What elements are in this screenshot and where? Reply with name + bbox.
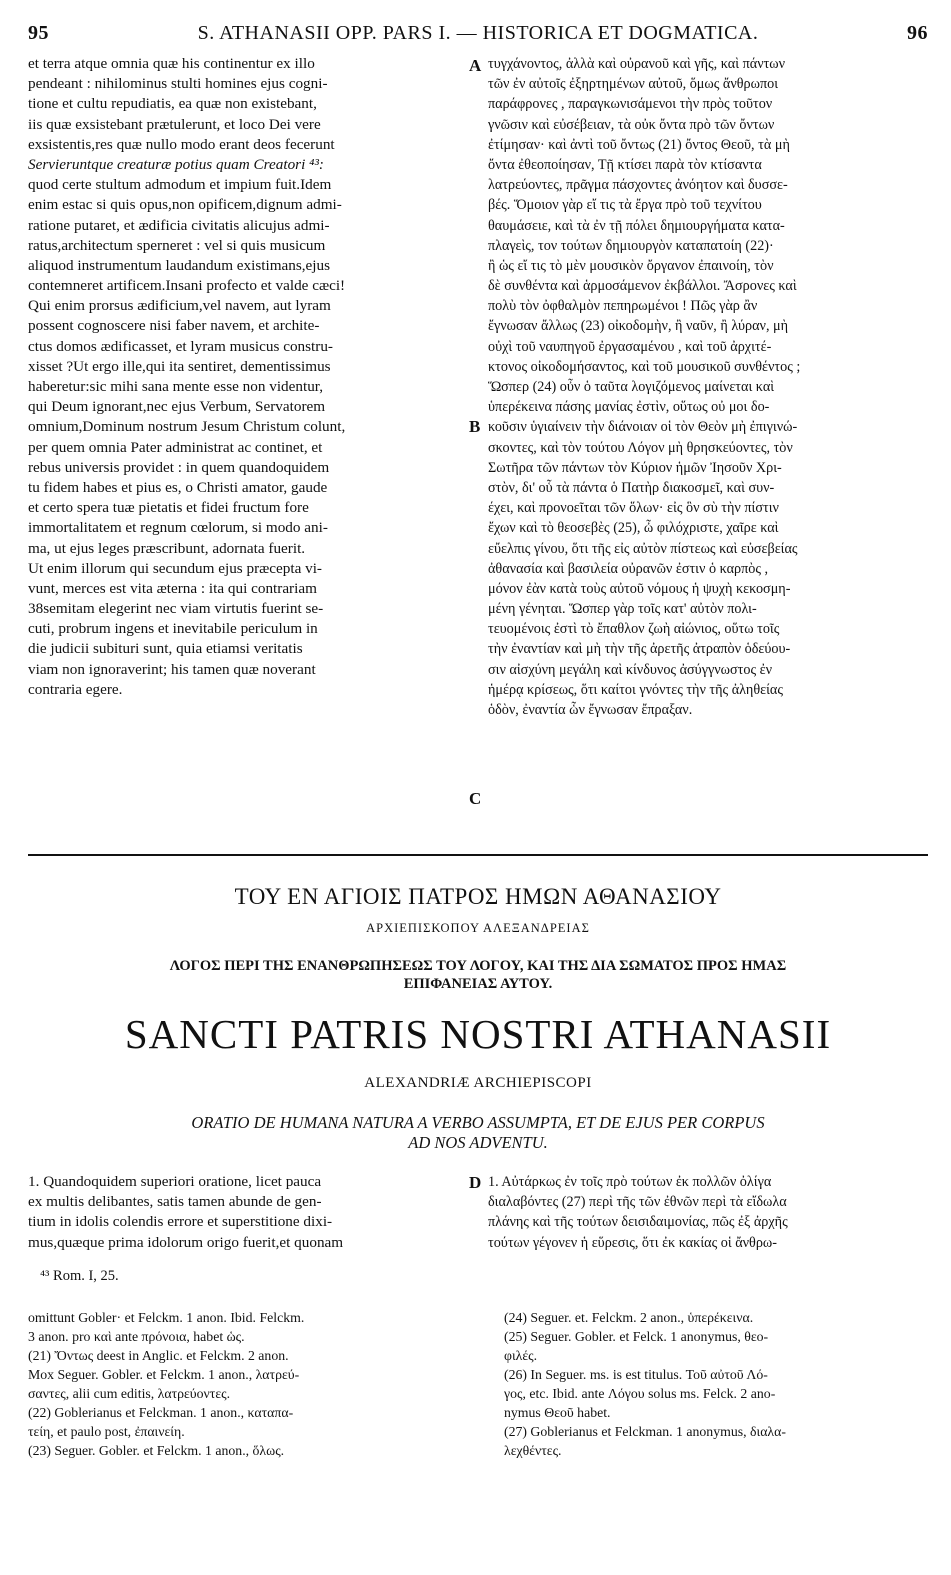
- latin-text-line: per quem omnia Pater administrat ac continet, et: [28, 438, 323, 456]
- latin-oration-title: [28, 1113, 928, 1153]
- latin-text-line: ctus domos ædificasset, et lyram musicus constru-: [28, 337, 333, 355]
- greek-text-line: μόνον ἐὰν κατὰ τοὺς αὐτοῦ νόμους ἡ ψυχὴ κεκοσμη-: [488, 580, 791, 597]
- latin-oration-line-1: ORATIO DE HUMANA NATURA A VERBO ASSUMPTA, ET DE EJUS PER CORPUS: [191, 1113, 765, 1132]
- margin-letter-a: A: [469, 56, 482, 75]
- latin-text-line: Servieruntque creaturæ potius quam Creatori ⁴³:: [28, 155, 324, 173]
- greek-text-line: ἔχων καὶ τὸ θεοσεβὲς (25), ὦ φιλόχριστε, χαῖρε καὶ: [488, 520, 779, 537]
- greek-column-top: [488, 54, 934, 720]
- note-line: φιλές.: [504, 1348, 538, 1363]
- greek-text-line: εὔελπις γίνου, ὅτι τῆς εἰς αὐτὸν πίστεως καὶ εὐσεβείας: [488, 540, 798, 557]
- greek-text-line: κτονος οἰκοδομήσαντος, καὶ τοῦ μουσικοῦ συνθέντος ;: [488, 358, 801, 375]
- latin-text-line: mus,quæque prima idolorum origo fuerit,et quonam: [28, 1233, 344, 1251]
- note-line: (23) Seguer. Gobler. et Felckm. 1 anon., ὅλως.: [28, 1443, 285, 1458]
- greek-text-line: διαλαβόντες (27) περὶ τῆς τῶν ἐθνῶν περὶ τὰ εἴδωλα: [488, 1194, 787, 1211]
- greek-text-line: ἢ ὡς εἴ τις τὸ μὲν μουσικὸν ὄργανον ἐπαινοίη, τὸν: [488, 257, 774, 274]
- greek-text-line: ἀθανασία καὶ βασιλεία οὐρανῶν ἐστιν ὁ καρπὸς ,: [488, 560, 769, 577]
- latin-text-line: rebus universis providet : in quem quandoquidem: [28, 458, 330, 476]
- note-line: nymus Θεοῦ habet.: [504, 1405, 611, 1420]
- greek-text-line: σκοντες, καὶ τὸν τούτου Λόγον μὴ θρησκεύοντες, τὸν: [488, 439, 793, 456]
- latin-text-line: 1. Quandoquidem superiori oratione, licet pauca: [28, 1173, 322, 1190]
- page-number-right: 96: [907, 22, 928, 44]
- greek-text-line: βές. Ὅμοιον γὰρ εἴ τις τὰ ἔργα πρὸ τοῦ τεχνίτου: [488, 197, 762, 214]
- latin-text-line: 38semitam elegerint nec viam virtutis fuerint se-: [28, 600, 324, 618]
- greek-oration-line-2: ΕΠΙΦΑΝΕΙΑΣ ΑΥΤΟΥ.: [403, 976, 553, 992]
- note-line: (25) Seguer. Gobler. et Felck. 1 anonymus, θεο-: [504, 1329, 769, 1344]
- greek-text-line: ὑπερέκεινα πάσης μανίας ἐστὶν, οὕτως οὐ μοι δο-: [488, 399, 770, 416]
- greek-column-bottom: [488, 1172, 934, 1253]
- note-line: (22) Goblerianus et Felckman. 1 anon., καταπα-: [28, 1405, 294, 1420]
- latin-oration-line-2: AD NOS ADVENTU.: [408, 1133, 548, 1152]
- latin-text-line: Qui enim prorsus ædificium,vel navem, aut lyram: [28, 297, 331, 315]
- note-line: λεχθέντες.: [504, 1443, 562, 1458]
- latin-column-bottom: [28, 1172, 464, 1253]
- greek-text-line: γνῶσιν καὶ εὐσέβειαν, τὰ οὐκ ὄντα πρὸ τῶν ὄντων: [488, 116, 775, 133]
- margin-letter-b: B: [469, 417, 481, 436]
- greek-text-line: ἔγνωσαν ἄλλως (23) οἰκοδομὴν, ἢ ναῦν, ἢ λύραν, μὴ: [488, 318, 789, 335]
- page-number-left: 95: [28, 22, 49, 44]
- latin-text-line: possent cognoscere nisi faber navem, et archite-: [28, 317, 320, 335]
- section-divider: [28, 854, 928, 856]
- greek-text-line: κοῦσιν ὑγιαίνειν τὴν διάνοιαν οἱ τὸν Θεὸν μὴ ἐπιγινώ-: [488, 419, 798, 436]
- latin-text-line: ratus,architectum sperneret : vel si quis musicum: [28, 236, 326, 254]
- note-line: (26) In Seguer. ms. is est titulus. Τοῦ αὐτοῦ Λό-: [504, 1367, 768, 1382]
- latin-text-line: xisset ?Ut ergo ille,qui ita sentiret, dementissimus: [28, 357, 331, 375]
- greek-text-line: στὸν, δι' οὗ τὰ πάντα ὁ Πατὴρ διακοσμεῖ, καὶ συν-: [488, 479, 775, 496]
- latin-text-line: quod certe stultum admodum et impium fuit.Idem: [28, 176, 332, 194]
- greek-text-line: τευομένοις ἐστὶ τὸ ἔπαθλον ζωὴ αἰώνιος, οὕτω τοῖς: [488, 621, 780, 638]
- greek-text-line: τυγχάνοντος, ἀλλὰ καὶ οὐρανοῦ καὶ γῆς, καὶ πάντων: [488, 56, 786, 72]
- latin-text-line: iis quæ exsistebant prætulerunt, et loco Dei vere: [28, 115, 321, 133]
- greek-heading-title: ΤΟΥ ΕΝ ΑΓΙΟΙΣ ΠΑΤΡΟΣ ΗΜΩΝ ΑΘΑΝΑΣΙΟΥ: [234, 884, 722, 909]
- greek-text-line: τῶν ἐν αὐτοῖς ἐξηρτημένων αὐτοῦ, ὅμως ἄνθρωποι: [488, 76, 779, 93]
- latin-text-line: ex multis delibantes, satis tamen abunde de gen-: [28, 1193, 322, 1211]
- critical-notes-right: [504, 1308, 932, 1460]
- greek-text-line: τὴν ἐναντίαν καὶ μὴ τὴν τῆς ἀρετῆς ἀτραπὸν ὁδεύου-: [488, 641, 791, 658]
- greek-text-line: σιν αἰσχύνη μεγάλη καὶ κίνδυνος ἀσύγγνωστος ἐν: [488, 661, 772, 678]
- note-line: (24) Seguer. et. Felckm. 2 anon., ὑπερέκεινα.: [504, 1310, 754, 1325]
- latin-text-line: cuti, probrum ingens et inevitabile periculum in: [28, 620, 318, 638]
- latin-text-line: pendeant : nihilominus stulti homines ejus cogni-: [28, 75, 328, 93]
- greek-text-line: έχει, καὶ προνοεῖται τῶν ὅλων· εἰς ὃν σὺ τὴν πίστιν: [488, 500, 779, 517]
- greek-text-line: λατρεύοντες, πρᾶγμα πάσχοντες ἀνόητον καὶ δυσσε-: [488, 177, 788, 194]
- greek-heading-subtitle: ΑΡΧΙΕΠΙΣΚΟΠΟΥ ΑΛΕΞΑΝΔΡΕΙΑΣ: [366, 921, 590, 935]
- latin-text-line: tione et cultu repudiatis, ea quæ non existebant,: [28, 95, 317, 113]
- greek-text-line: ὄντα ἐθεοποίησαν, Τῇ κτίσει παρὰ τὸν κτίσαντα: [488, 156, 762, 173]
- greek-oration-title: [28, 957, 928, 993]
- greek-oration-line-1: ΛΟΓΟΣ ΠΕΡΙ ΤΗΣ ΕΝΑΝΘΡΩΠΗΣΕΩΣ ΤΟΥ ΛΟΓΟΥ, ΚΑΙ ΤΗΣ ΔΙΑ ΣΩΜΑΤΟΣ ΠΡΟΣ ΗΜΑΣ: [169, 958, 787, 974]
- greek-text-line: δὲ συνθέντα καὶ ἁρμοσάμενον ἐκβάλλοι. Ἄσρονες καὶ: [488, 278, 797, 295]
- note-line: σαντες, alii cum editis, λατρεύοντες.: [28, 1386, 231, 1401]
- latin-heading-subtitle: ALEXANDRIÆ ARCHIEPISCOPI: [364, 1075, 592, 1091]
- greek-text-line: πολὺ τὸν ὀφθαλμὸν πεπηρωμένοι ! Πῶς γὰρ ἂν: [488, 298, 758, 315]
- greek-text-line: θαυμάσειε, καὶ τὰ ἐν τῇ πόλει δημιουργήματα κατα-: [488, 217, 785, 234]
- latin-text-line: tium in idolis colendis errore et superstitione dixi-: [28, 1213, 333, 1231]
- latin-text-line: contemneret artificem.Insani profecto et valde cæci!: [28, 277, 346, 295]
- latin-text-line: die judicii subituri sunt, quia etiamsi veritatis: [28, 640, 303, 658]
- latin-text-line: omnium,Dominum nostrum Jesum Christum colunt,: [28, 418, 346, 436]
- latin-text-line: qui Deum ignorant,nec ejus Verbum, Servatorem: [28, 398, 326, 416]
- latin-text-line: haberetur:sic mihi sana mente esse non videntur,: [28, 378, 324, 395]
- latin-text-line: enim estac si quis opus,non opificem,dignum admi-: [28, 196, 342, 214]
- greek-text-line: παράφρονες , παραγκωνισάμενοι τὴν πρὸς τοῦτον: [488, 96, 773, 113]
- note-line: τείη, et paulo post, ἐπαινείη.: [28, 1424, 185, 1439]
- note-line: Mox Seguer. Gobler. et Felckm. 1 anon., λατρεύ-: [28, 1367, 300, 1382]
- greek-text-line: Ὥσπερ (24) οὖν ὁ ταῦτα λογιζόμενος μαίνεται καὶ: [488, 379, 775, 395]
- running-title: S. ATHANASII OPP. PARS I. — HISTORICA ET DOGMATICA.: [197, 22, 759, 44]
- latin-text-line: tu fidem habes et pius es, o Christi amator, gaude: [28, 478, 328, 496]
- latin-text-line: et certo spera tuæ pietatis et fidei fructum fore: [28, 499, 309, 517]
- margin-letter-c: C: [469, 789, 482, 808]
- greek-text-line: οὐχὶ τοῦ ναυπηγοῦ ἐργασαμένου , καὶ τοῦ ἀρχιτέ-: [488, 338, 772, 355]
- latin-text-line: exsistentis,res quæ nullo modo erant deos fecerunt: [28, 135, 335, 153]
- latin-text-line: ma, ut ejus leges præscribunt, adornata fuerit.: [28, 539, 306, 557]
- latin-text-line: ratione putaret, et ædificia civitatis alicujus admi-: [28, 216, 330, 234]
- scripture-footnote: ⁴³ Rom. I, 25.: [40, 1268, 119, 1284]
- latin-column-top: [28, 54, 464, 700]
- greek-text-line: 1. Αὐτάρκως ἐν τοῖς πρὸ τούτων ἐκ πολλῶν ὀλίγα: [488, 1174, 772, 1190]
- note-line: (21) Ὄντως deest in Anglic. et Felckm. 2 anon.: [28, 1348, 289, 1363]
- margin-letter-d: D: [469, 1173, 482, 1192]
- note-line: γος, etc. Ibid. ante Λόγου solus ms. Felck. 2 ano-: [504, 1386, 776, 1401]
- latin-text-line: immortalitatem et regnum cœlorum, si modo ani-: [28, 519, 328, 537]
- latin-text-line: et terra atque omnia quæ his continentur ex illo: [28, 55, 315, 72]
- running-head: [28, 22, 928, 46]
- note-line: omittunt Gobler· et Felckm. 1 anon. Ibid. Felckm.: [28, 1310, 305, 1325]
- greek-text-line: ἐτίμησαν· καὶ ἀντὶ τοῦ ὄντως (21) ὄντος Θεοῦ, τὰ μὴ: [488, 136, 790, 153]
- greek-text-line: Σωτῆρα τῶν πάντων τὸν Κύριον ἡμῶν Ἰησοῦν Χρι-: [488, 459, 782, 476]
- latin-text-line: viam non ignoraverint; his tamen quæ noverant: [28, 660, 316, 678]
- latin-heading-title: SANCTI PATRIS NOSTRI ATHANASII: [124, 1011, 832, 1057]
- critical-notes-left: [28, 1308, 464, 1460]
- latin-text-line: aliquod instrumentum laudandum existimans,ejus: [28, 256, 331, 274]
- greek-text-line: ἡμέρᾳ κρίσεως, ὅτι καίτοι γνόντες τὴν τῆς ἀληθείας: [488, 681, 783, 698]
- latin-text-line: vunt, merces est vita æterna : ita qui contrariam: [28, 579, 317, 597]
- latin-text-line: contraria egere.: [28, 680, 123, 698]
- latin-text-line: Ut enim illorum qui secundum ejus præcepta vi-: [28, 559, 322, 577]
- note-line: (27) Goblerianus et Felckman. 1 anonymus, διαλα-: [504, 1424, 786, 1439]
- greek-text-line: τούτων γέγονεν ἡ εὕρεσις, ὅτι ἐκ κακίας οἱ ἄνθρω-: [488, 1234, 777, 1251]
- greek-text-line: πλαγεὶς, τον τούτων δημιουργὸν καταπατοίη (22)·: [488, 237, 774, 254]
- greek-text-line: μένη γένηται. Ὥσπερ γὰρ τοῖς κατ' αὐτὸν πολι-: [488, 601, 757, 618]
- greek-text-line: πλάνης καὶ τῆς τούτων δεισιδαιμονίας, πῶς ἐξ ἀρχῆς: [488, 1214, 788, 1231]
- note-line: 3 anon. pro καὶ ante πρόνοια, habet ὡς.: [28, 1329, 245, 1344]
- greek-text-line: ὁδὸν, ἐναντία ὧν ἔγνωσαν ἔπραξαν.: [488, 702, 693, 718]
